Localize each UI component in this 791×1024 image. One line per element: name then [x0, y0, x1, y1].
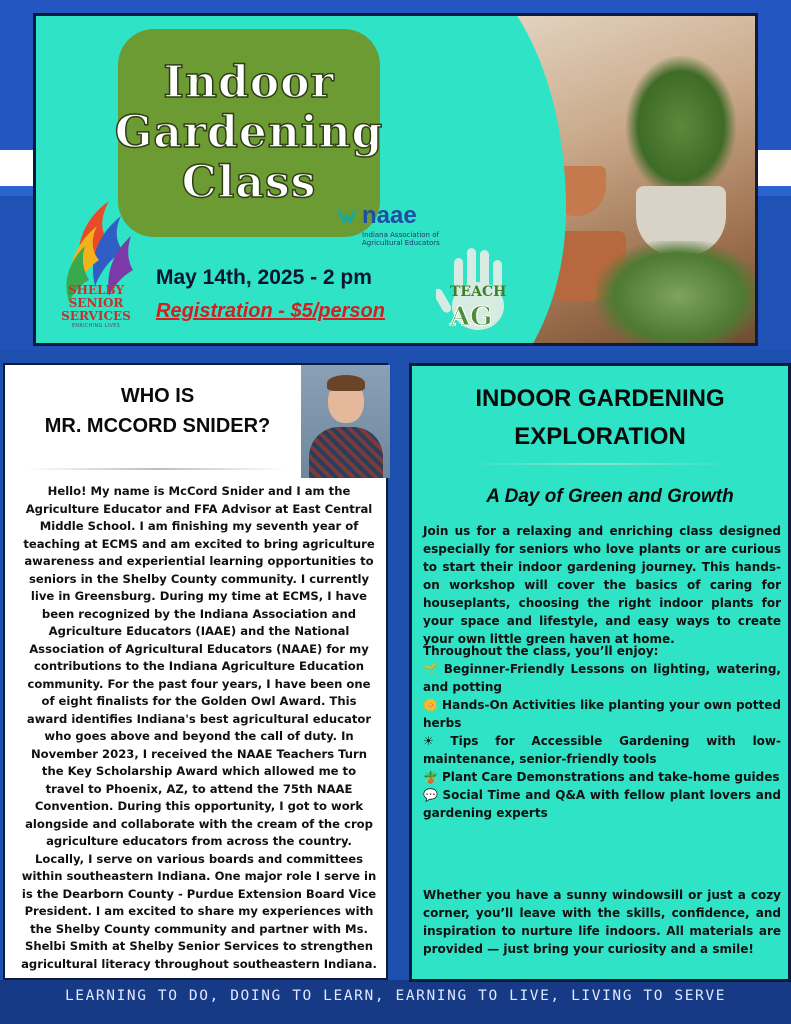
activity-list: [423, 660, 781, 822]
naae-subtitle: Indiana Association of Agricultural Educators: [362, 231, 440, 247]
potted-plant-icon: 🪴: [423, 770, 438, 784]
flower-icon: 🌼: [423, 698, 439, 712]
naae-leaf-icon: [336, 206, 358, 226]
title-line-2: Gardening: [114, 107, 384, 158]
title-line-1: Indoor: [163, 57, 335, 108]
shelby-logo-text: SHELBY SENIOR SERVICES: [61, 283, 131, 323]
exploration-intro: Join us for a relaxing and enriching class designed especially for seniors who love plants or are curious to start their indoor gardening journey. This hands-on workshop will cover the basics of caring for houseplants, choosing the right indoor plants for your space and lifestyle, and easy ways to create your own little green haven at home.: [423, 524, 781, 646]
teach-ag-logo-line2: AG: [450, 302, 493, 332]
event-banner: [33, 13, 758, 346]
list-item: 🌼 Hands-On Activities like planting your own potted herbs: [423, 698, 781, 730]
list-item: 🌱 Beginner-Friendly Lessons on lighting, watering, and potting: [423, 662, 781, 694]
seedling-icon: 🌱: [423, 662, 440, 676]
enjoy-heading: Throughout the class, you’ll enjoy:: [423, 644, 659, 658]
list-item: 💬 Social Time and Q&A with fellow plant lovers and gardening experts: [423, 788, 781, 820]
who-panel: [3, 363, 388, 980]
sun-icon: ☀: [423, 734, 447, 748]
speech-bubble-icon: 💬: [423, 788, 439, 802]
exploration-subtitle: A Day of Green and Growth: [486, 486, 734, 507]
instructor-portrait: [301, 365, 390, 478]
event-date: May 14th, 2025 - 2 pm: [156, 266, 372, 289]
ffa-motto: LEARNING TO DO, DOING TO LEARN, EARNING TO LIVE, LIVING TO SERVE: [64, 988, 727, 1004]
exploration-divider: [464, 463, 734, 465]
portrait-shirt: [309, 427, 383, 478]
registration-price: Registration - $5/person: [156, 300, 385, 322]
mint-plant: [596, 241, 758, 346]
list-item: ☀ Tips for Accessible Gardening with low-maintenance, senior-friendly tools: [423, 734, 781, 766]
shelby-logo-tagline: ENRICHING LIVES: [71, 323, 121, 329]
instructor-bio: Hello! My name is McCord Snider and I am the Agriculture Educator and FFA Advisor at East Central Middle School. I am finishing my seventh year of teaching at ECMS and am excited to bring agriculture awareness and experiential learning opportunities to seniors in the Shelby County community. I currently live in Greensburg. During my time at ECMS, I have been recognized by the Indiana Association and Agriculture Educators (IAAE) and the National Association of Agricultural Educators (NAAE) for my contributions to the Indiana Agriculture Education community. For the past four years, I have been one of eight finalists for the Golden Owl Award. This award identifies Indiana's best agricultural educator who goes above and beyond the call of duty. In November 2023, I received the NAAE Teachers Turn the Key Scholarship Award which allowed me to travel to Phoenix, AZ, to attend the 75th NAAE Convention. During this opportunity, I got to work alongside and collaborate with the cream of the crop agriculture educators from across the country. Locally, I serve on various boards and committees within southeastern Indiana. One major role I serve in is the Dearborn County - Purdue Extension Board Vice President. I am excited to share my experiences with the Shelby County community and partner with Ms. Shelbi Smith at Shelby Senior Services to strengthen agricultural literacy throughout southeastern Indiana.: [21, 484, 377, 971]
exploration-panel: [409, 363, 791, 982]
exploration-heading: INDOOR GARDENING EXPLORATION: [475, 385, 725, 450]
teach-ag-logo-line1: TEACH: [450, 284, 507, 300]
who-heading: WHO IS MR. MCCORD SNIDER?: [44, 385, 271, 437]
exploration-closing: Whether you have a sunny windowsill or just a cozy corner, you’ll leave with the skills, confidence, and inspiration to nurture life indoors. All materials are provided — just bring your curiosity and a smile!: [423, 888, 781, 956]
rosemary-plant: [626, 56, 736, 196]
title-line-3: Class: [181, 157, 317, 208]
naae-wordmark: naae: [362, 202, 417, 229]
list-item: 🪴 Plant Care Demonstrations and take-home guides: [423, 770, 780, 784]
portrait-hair: [327, 375, 365, 391]
heading-divider: [27, 468, 287, 470]
